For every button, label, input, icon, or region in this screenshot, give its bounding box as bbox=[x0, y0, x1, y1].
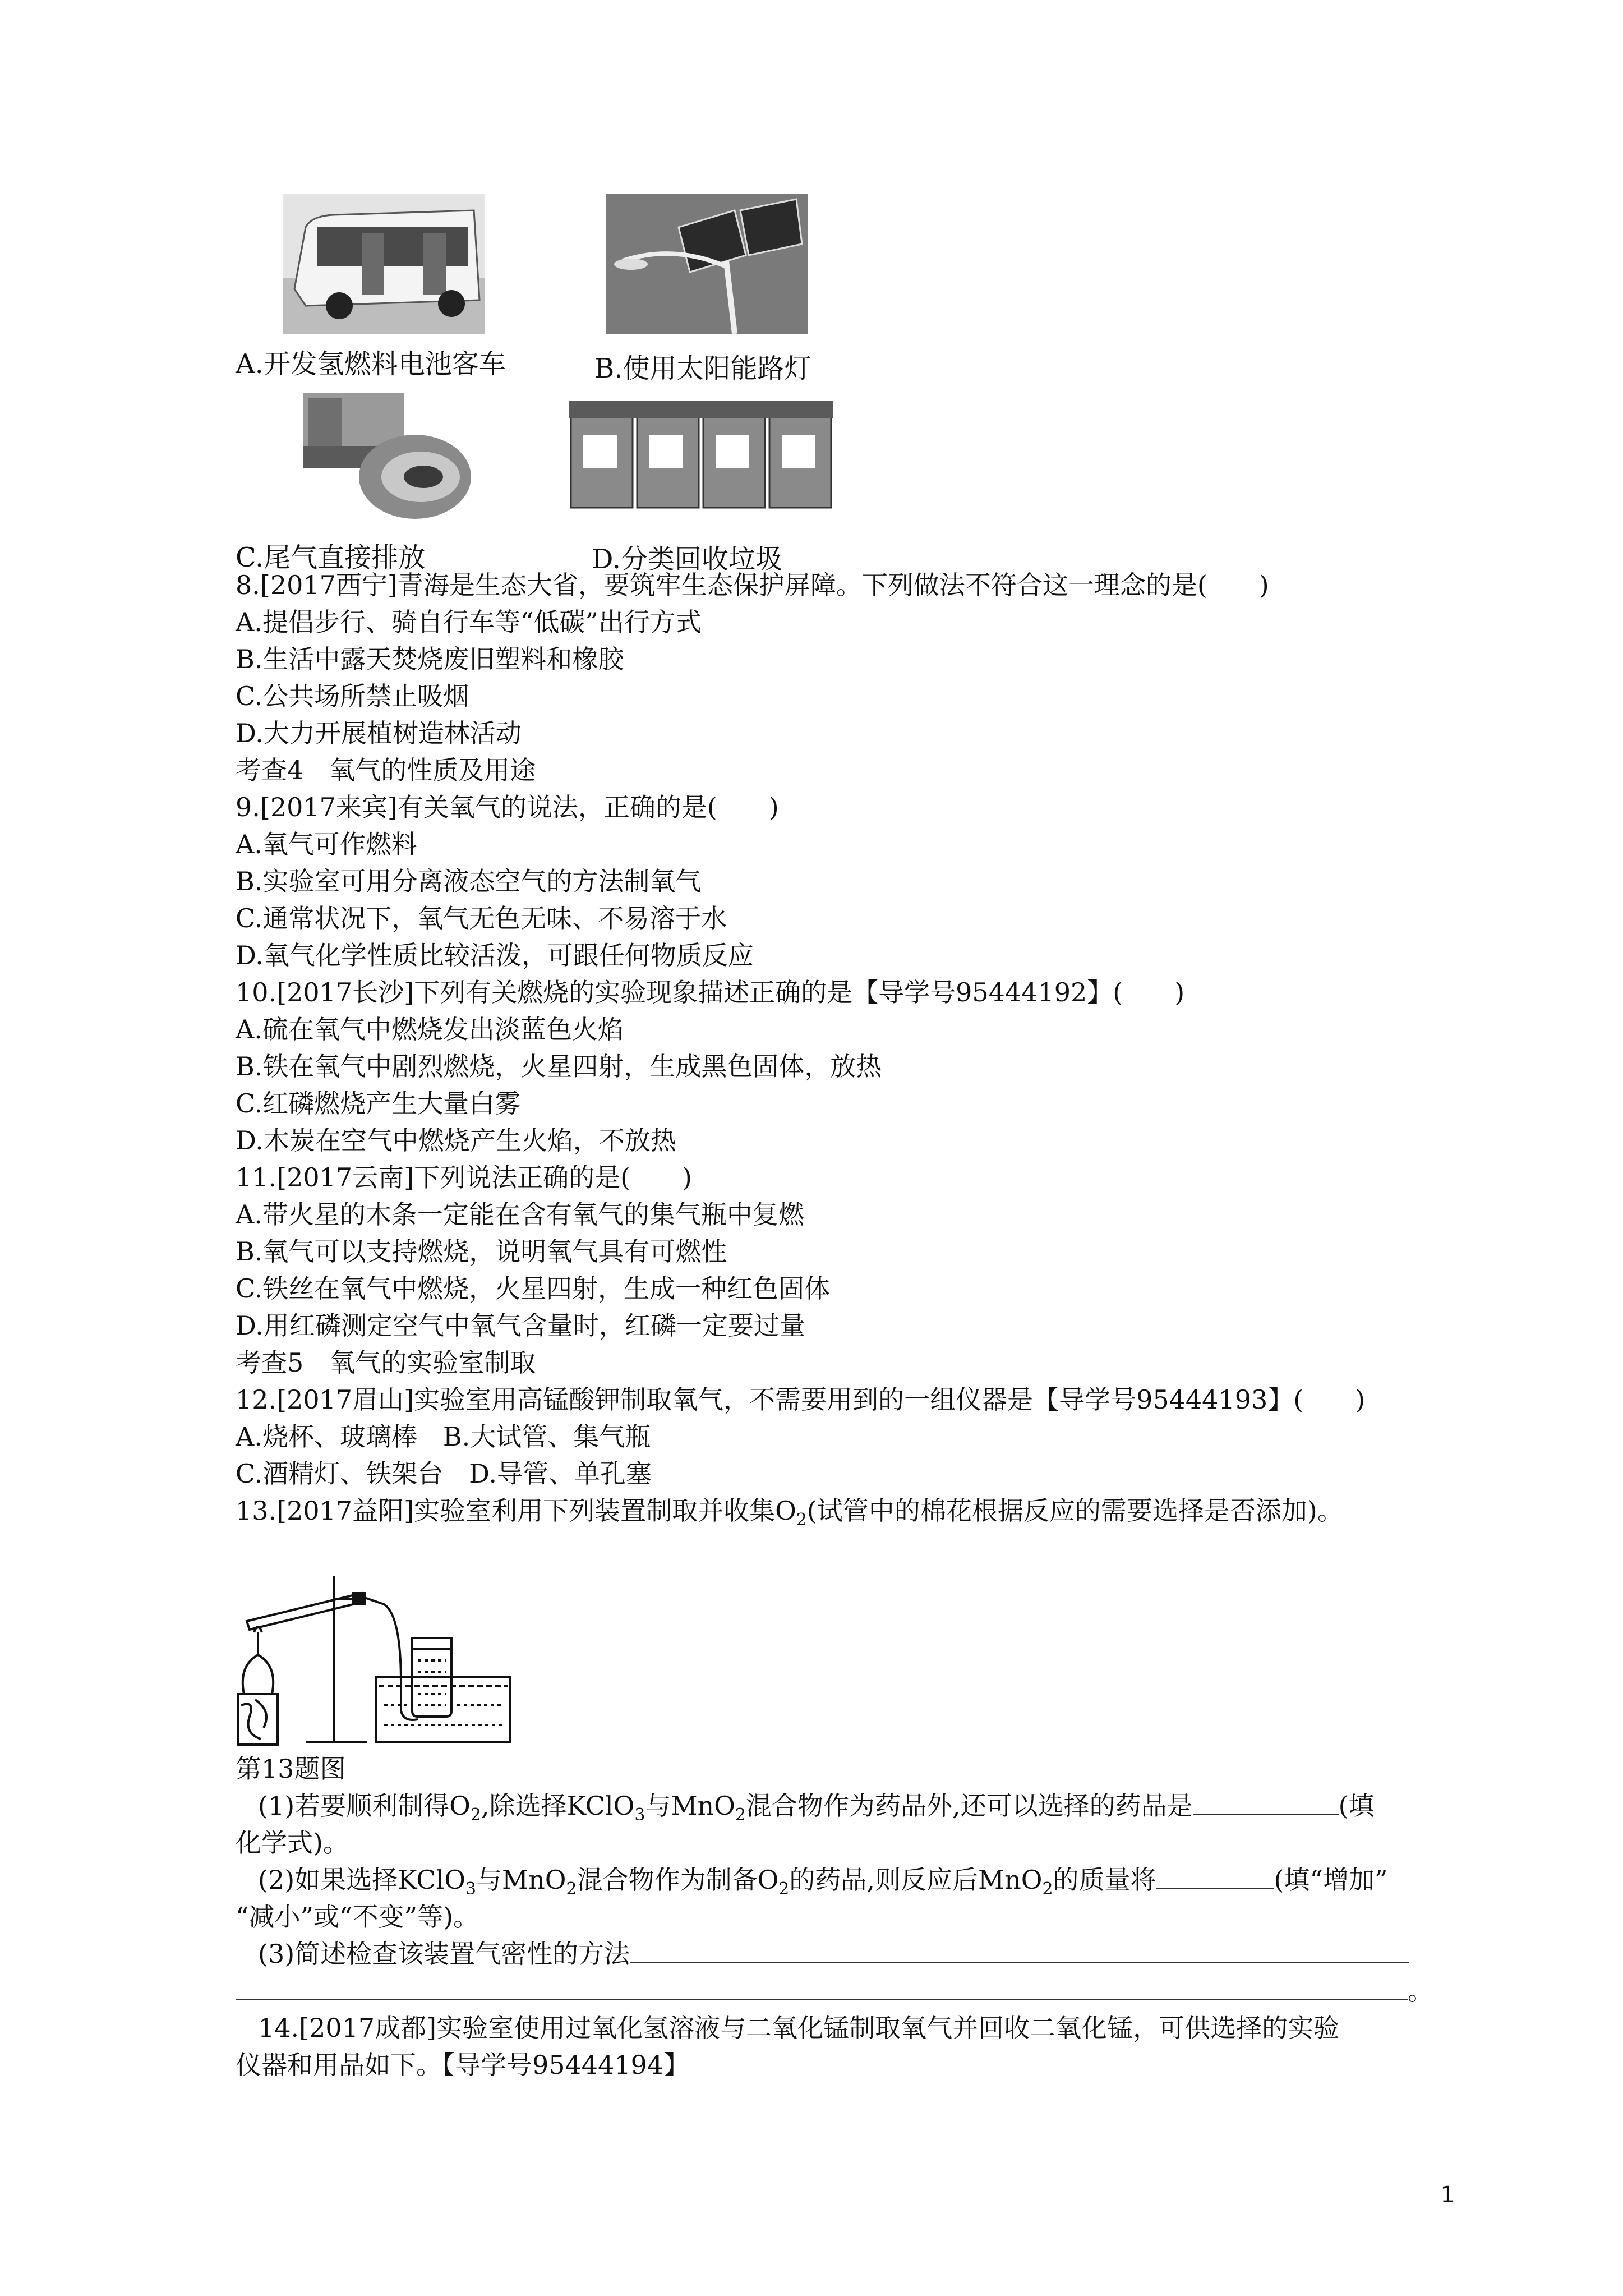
q13-part3-answer-blank-2[interactable] bbox=[236, 1976, 1408, 2000]
bus-image bbox=[283, 194, 485, 334]
q10-option-d: D.木炭在空气中燃烧产生火焰，不放热 bbox=[236, 1125, 676, 1156]
q13-part2: (2)如果选择KClO$_3$与MnO$_2$混合物作为制备$O_2$的药品,则反应后MnO$_2$的质量将 (填“增加” bbox=[258, 1865, 1388, 1899]
apparatus-figure bbox=[233, 1571, 524, 1750]
q13-part3: (3)简述检查该装置气密性的方法 bbox=[258, 1935, 1409, 1972]
q11-stem: 11.[2017云南]下列说法正确的是( ) bbox=[236, 1162, 693, 1193]
q8-option-d: D.大力开展植树造林活动 bbox=[236, 718, 522, 748]
exhaust-image bbox=[303, 393, 471, 522]
q13-part1-line2: 化学式)。 bbox=[236, 1828, 349, 1858]
q9-option-a: A.氧气可作燃料 bbox=[236, 829, 417, 859]
q12-options-ab: A.烧杯、玻璃棒 B.大试管、集气瓶 bbox=[236, 1421, 651, 1452]
bus-illustration bbox=[283, 194, 485, 334]
q13-stem: 13.[2017益阳]实验室利用下列装置制取并收集$O_2$(试管中的棉花根据反应的需要选择是否添加)。 bbox=[236, 1496, 1343, 1530]
q12-options-cd: C.酒精灯、铁架台 D.导管、单孔塞 bbox=[236, 1458, 652, 1489]
exhaust-illustration bbox=[303, 393, 471, 522]
q8-option-c: C.公共场所禁止吸烟 bbox=[236, 681, 469, 711]
solar-light-image bbox=[606, 194, 808, 334]
q10-option-b: B.铁在氧气中剧烈燃烧，火星四射，生成黑色固体，放热 bbox=[236, 1051, 882, 1082]
q13-part3-line2: 。 bbox=[236, 1972, 1433, 2009]
q11-option-b: B.氧气可以支持燃烧，说明氧气具有可燃性 bbox=[236, 1236, 727, 1267]
q9-stem: 9.[2017来宾]有关氧气的说法，正确的是( ) bbox=[236, 792, 779, 822]
q11-option-a: A.带火星的木条一定能在含有氧气的集气瓶中复燃 bbox=[236, 1199, 804, 1230]
q10-stem: 10.[2017长沙]下列有关燃烧的实验现象描述正确的是【导学号95444192】( ) bbox=[236, 977, 1185, 1007]
q9-option-d: D.氧气化学性质比较活泼，可跟任何物质反应 bbox=[236, 940, 754, 970]
q10-option-c: C.红磷燃烧产生大量白雾 bbox=[236, 1088, 521, 1119]
page-number: 1 bbox=[1440, 2182, 1455, 2208]
q9-option-c: C.通常状况下，氧气无色无味、不易溶于水 bbox=[236, 903, 727, 933]
image-caption-b: B.使用太阳能路灯 bbox=[594, 353, 811, 384]
apparatus-drawing bbox=[233, 1571, 524, 1750]
q14-line1: 14.[2017成都]实验室使用过氧化氢溶液与二氧化锰制取氧气并回收二氧化锰，可供选择的实验 bbox=[258, 2013, 1340, 2043]
q9-option-b: B.实验室可用分离液态空气的方法制氧气 bbox=[236, 866, 702, 896]
image-caption-a: A.开发氢燃料电池客车 bbox=[236, 348, 506, 380]
section-5-heading: 考查5 氧气的实验室制取 bbox=[236, 1347, 536, 1378]
recycling-bins-image bbox=[566, 395, 836, 513]
image-caption-c: C.尾气直接排放 bbox=[236, 542, 426, 573]
q8-option-a: A.提倡步行、骑自行车等“低碳”出行方式 bbox=[236, 607, 702, 637]
image-caption-d: D.分类回收垃圾 bbox=[592, 544, 783, 575]
solar-light-illustration bbox=[606, 194, 808, 334]
q13-part1-answer-blank[interactable] bbox=[1193, 1791, 1339, 1815]
q8-option-b: B.生活中露天焚烧废旧塑料和橡胶 bbox=[236, 644, 624, 674]
q13-part3-answer-blank-1[interactable] bbox=[630, 1939, 1409, 1963]
q11-option-d: D.用红磷测定空气中氧气含量时，红磷一定要过量 bbox=[236, 1310, 805, 1341]
q14-line2: 仪器和用品如下。【导学号95444194】 bbox=[236, 2050, 690, 2080]
q8-stem: 8.[2017西宁]青海是生态大省，要筑牢生态保护屏障。下列做法不符合这一理念的是( ) bbox=[236, 570, 1269, 600]
q13-figure-caption: 第13题图 bbox=[236, 1754, 346, 1784]
q12-stem: 12.[2017眉山]实验室用高锰酸钾制取氧气，不需要用到的一组仪器是【导学号95444193】( ) bbox=[236, 1384, 1366, 1415]
section-4-heading: 考查4 氧气的性质及用途 bbox=[236, 755, 536, 785]
q13-part2-line2: “减小”或“不变”等)。 bbox=[236, 1902, 479, 1932]
q13-part2-answer-blank[interactable] bbox=[1156, 1865, 1274, 1889]
q13-part1: (1)若要顺利制得$O_2$,除选择KClO$_3$与MnO$_2$混合物作为药品外,还可以选择的药品是 (填 bbox=[258, 1791, 1375, 1825]
recycling-bins-illustration bbox=[566, 395, 836, 513]
q11-option-c: C.铁丝在氧气中燃烧，火星四射，生成一种红色固体 bbox=[236, 1273, 831, 1304]
q10-option-a: A.硫在氧气中燃烧发出淡蓝色火焰 bbox=[236, 1014, 624, 1045]
